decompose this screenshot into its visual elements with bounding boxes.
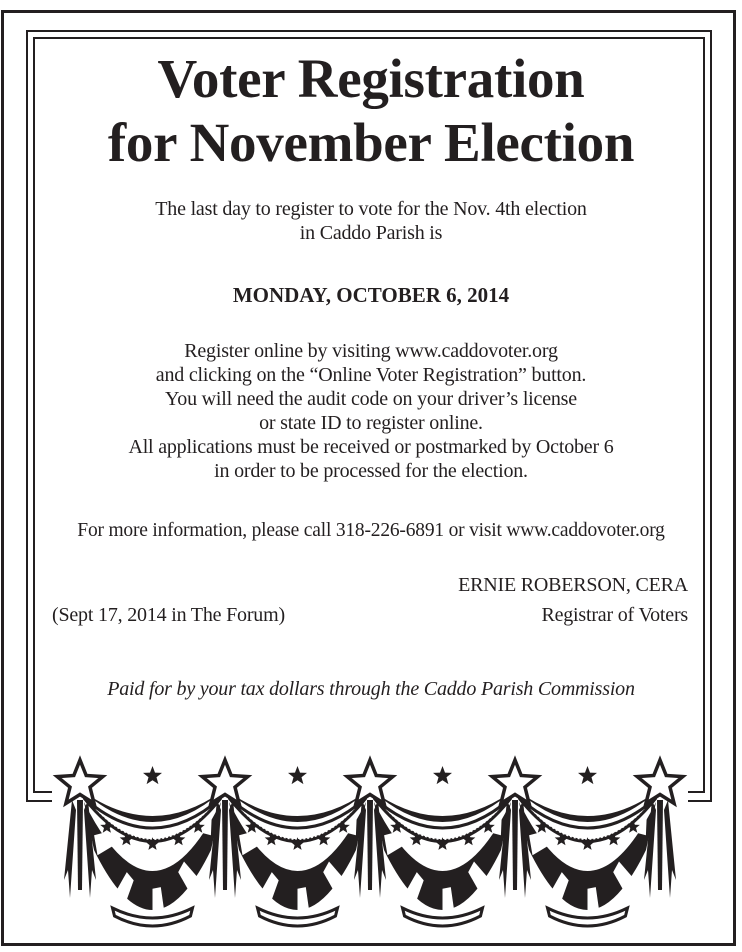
ribbon-left <box>64 800 76 898</box>
title-line-1: Voter Registration <box>157 48 585 109</box>
publication-note: (Sept 17, 2014 in The Forum) <box>52 604 285 626</box>
filled-star-icon <box>288 766 307 784</box>
ribbon-center <box>512 800 518 890</box>
ribbon-right <box>664 800 676 898</box>
outlined-star-icon <box>202 760 248 803</box>
ribbon-center <box>222 800 228 890</box>
funding-note: Paid for by your tax dollars through the Caddo Parish Commission <box>107 678 635 700</box>
instruction-line: Register online by visiting www.caddovoter.org <box>184 340 558 362</box>
instruction-line: and clicking on the “Online Voter Registration” button. <box>155 364 587 386</box>
ribbon-center <box>657 800 663 890</box>
title-line-2: for November Election <box>107 112 635 173</box>
instruction-line: in order to be processed for the election. <box>214 460 528 482</box>
outlined-star-icon <box>637 760 683 803</box>
deadline-date: MONDAY, OCTOBER 6, 2014 <box>232 283 510 307</box>
signatory-name: ERNIE ROBERSON, CERA <box>458 574 688 596</box>
signatory-title: Registrar of Voters <box>541 604 688 626</box>
ribbon-center <box>77 800 83 890</box>
filled-star-icon <box>433 766 452 784</box>
intro-line-2: in Caddo Parish is <box>299 222 443 244</box>
filled-star-icon <box>143 766 162 784</box>
instruction-line: You will need the audit code on your driver’s license <box>165 388 577 410</box>
instruction-line: All applications must be received or postmarked by October 6 <box>128 436 614 458</box>
filled-star-icon <box>578 766 597 784</box>
outlined-star-icon <box>492 760 538 803</box>
patriotic-bunting-icon <box>0 740 742 940</box>
contact-line: For more information, please call 318-226-6891 or visit www.caddovoter.org <box>77 520 665 541</box>
outlined-star-icon <box>347 760 393 803</box>
instruction-line: or state ID to register online. <box>259 412 483 434</box>
ribbon-center <box>367 800 373 890</box>
outlined-star-icon <box>57 760 103 803</box>
intro-line-1: The last day to register to vote for the Nov. 4th election <box>155 198 587 220</box>
